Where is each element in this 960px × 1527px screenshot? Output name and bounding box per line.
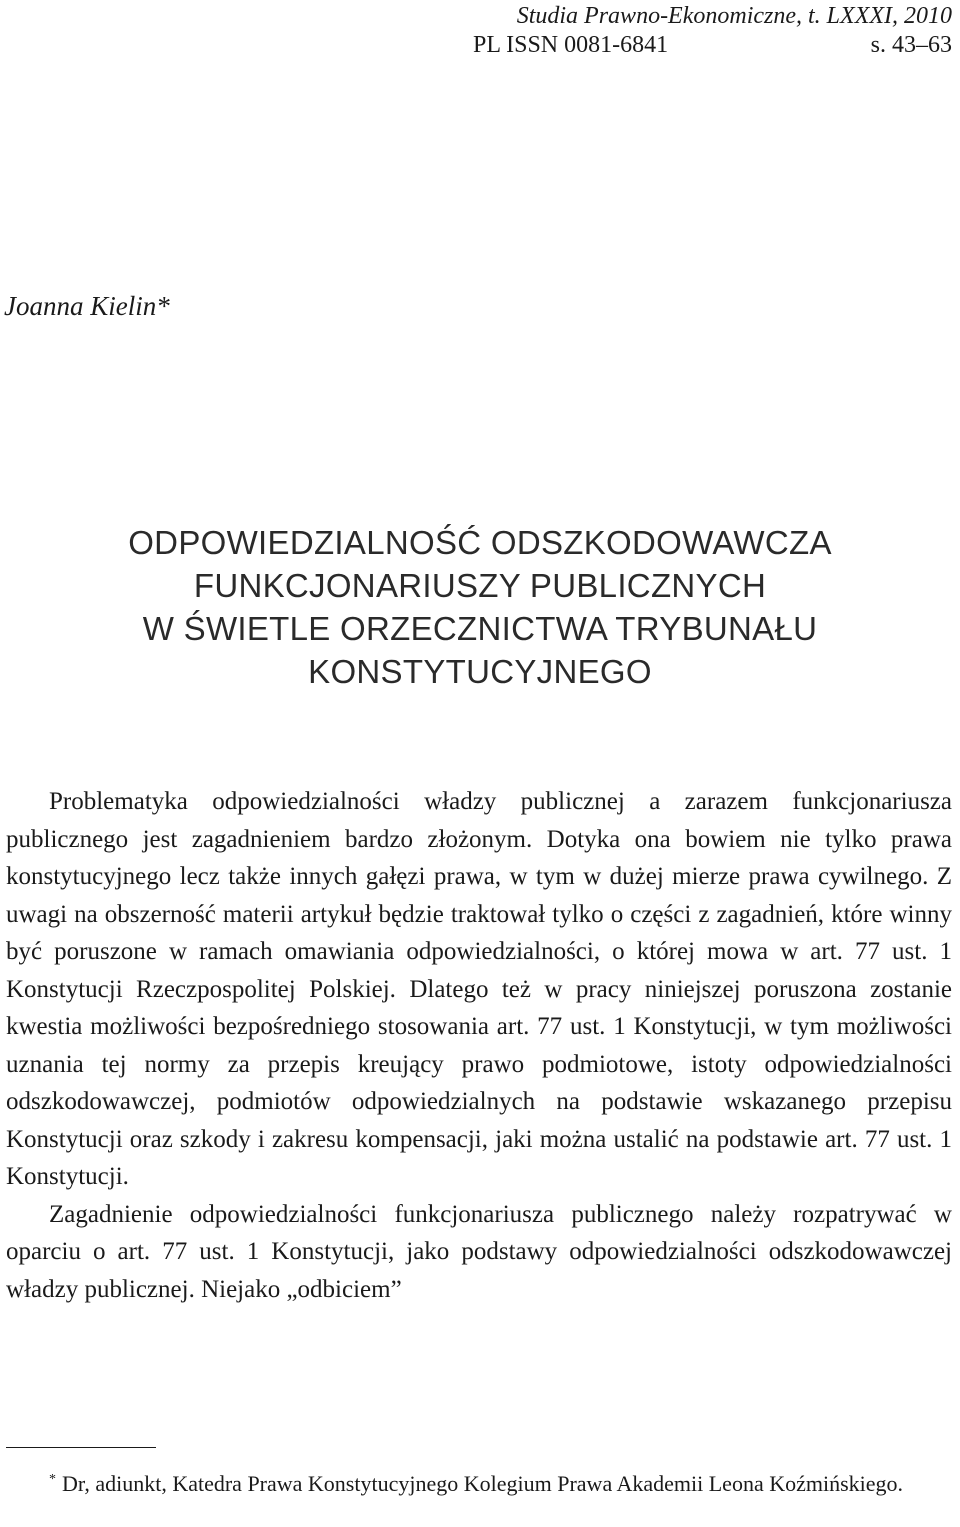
footnote-marker: * xyxy=(49,1472,56,1487)
footnote xyxy=(6,1462,952,1501)
title-line: FUNKCJONARIUSZY PUBLICZNYCH xyxy=(193,567,767,604)
author-name: Joanna Kielin* xyxy=(4,291,170,321)
body-paragraph: Zagadnienie odpowiedzialności funkcjonariusza publicznego należy rozpatrywać w oparciu o art. 77 ust. 1 Konstytucji, jako podstawy odpowiedzialności odszkodowawczej władzy publicznej. Niejako „odbiciem” xyxy=(6,1200,952,1303)
title-line: KONSTYTUCYJNEGO xyxy=(308,653,652,690)
footnote-text: Dr, adiunkt, Katedra Prawa Konstytucyjnego Kolegium Prawa Akademii Leona Koźmińskiego. xyxy=(62,1471,904,1496)
page-range: s. 43–63 xyxy=(870,32,952,58)
body-paragraph: Problematyka odpowiedzialności władzy publicznej a zarazem funkcjonariusza publicznego jest zagadnieniem bardzo złożonym. Dotyka ona bowiem nie tylko prawa konstytucyjnego lecz także innych gałęzi prawa, w tym w dużej mierze prawa cywilnego. Z uwagi na obszerność materii artykuł będzie traktował tylko o części z zagadnień, które winny być poruszone w ramach omawiania odpowiedzialności, o której mowa w art. 77 ust. 1 Konstytucji Rzeczpospolitej Polskiej. Dlatego też w pracy niniejszej poruszona zostanie kwestia możliwości bezpośredniego stosowania art. 77 ust. 1 Konstytucji, w tym możliwości uznania tej normy za przepis kreujący prawo podmiotowe, istoty odpowiedzialności odszkodowawczej, podmiotów odpowiedzialnych na podstawie wskazanego przepisu Konstytucji oraz szkody i zakresu kompensacji, jaki można ustalić na podstawie art. 77 ust. 1 Konstytucji. xyxy=(6,788,952,1190)
journal-citation: Studia Prawno-Ekonomiczne, t. LXXXI, 2010 xyxy=(516,3,952,29)
article-body xyxy=(6,783,952,1308)
issn-number: PL ISSN 0081-6841 xyxy=(473,32,669,58)
title-line: ODPOWIEDZIALNOŚĆ ODSZKODOWAWCZA xyxy=(128,524,832,561)
title-line: W ŚWIETLE ORZECZNICTWA TRYBUNAŁU xyxy=(142,610,818,647)
page-header xyxy=(0,0,960,60)
article-title xyxy=(0,521,960,693)
footnote-divider xyxy=(6,1447,156,1448)
